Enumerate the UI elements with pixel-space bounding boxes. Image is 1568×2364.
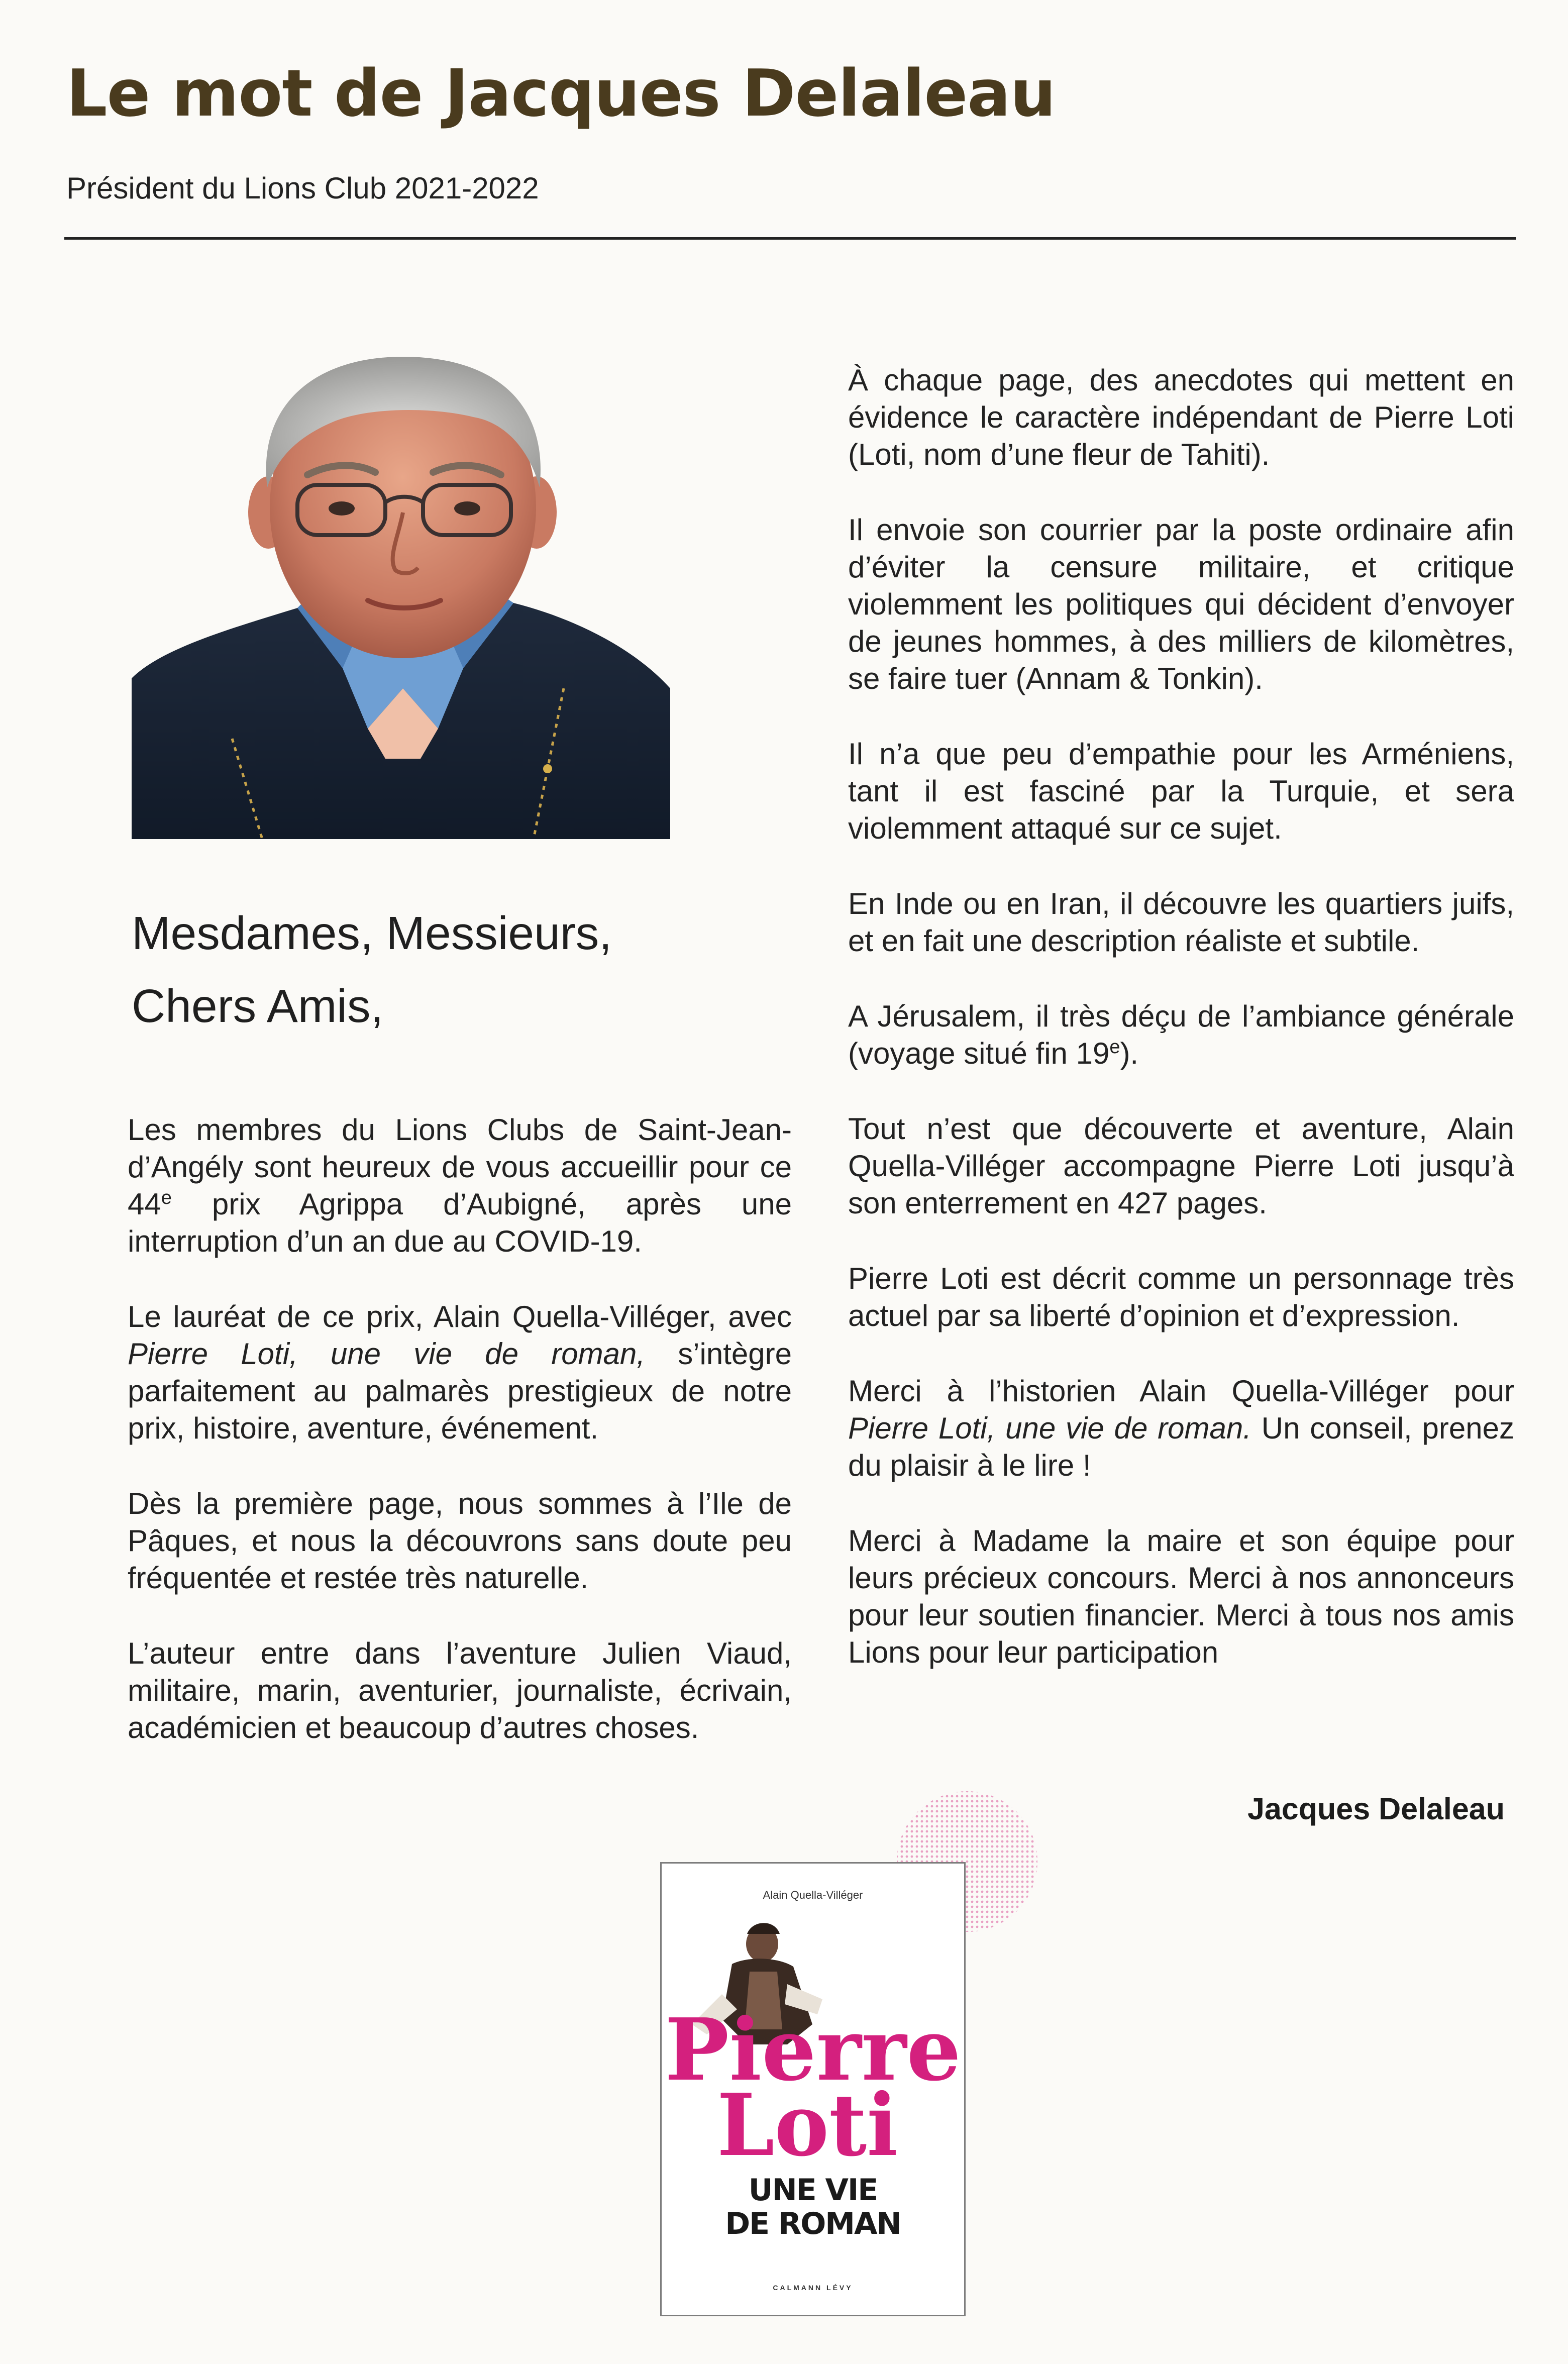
book-title-italic: Pierre Loti, une vie de roman,	[128, 1337, 645, 1371]
paragraph: À chaque page, des anecdotes qui mettent en évidence le caractère indépendant de Pierre Loti (Loti, nom d’une fleur de Tahiti).	[848, 363, 1514, 471]
greeting-line-2: Chers Amis,	[132, 980, 384, 1032]
book-title-line-1: Pierre	[665, 2000, 961, 2100]
paragraph: Dès la première page, nous sommes à l’Ile de Pâques, et nous la découvrons sans doute peu fréquentée et restée très naturelle.	[128, 1487, 792, 1595]
paragraph: Tout n’est que découverte et aventure, Alain Quella-Villéger accompagne Pierre Loti jusqu’à son enterrement en 427 pages.	[848, 1112, 1514, 1220]
book-title-italic: Pierre Loti, une vie de roman.	[848, 1411, 1251, 1445]
book-title-graphic	[662, 1864, 964, 2315]
book-subtitle-line-1: UNE VIE	[748, 2173, 878, 2208]
greeting-line-1: Mesdames, Messieurs,	[132, 907, 612, 959]
paragraph	[848, 1373, 1514, 1484]
book-publisher-logo: CALMANN LÉVY	[773, 2284, 853, 2292]
book-author: Alain Quella-Villéger	[763, 1889, 863, 1901]
page-title: Le mot de Jacques Delaleau	[66, 56, 1056, 131]
text-run: Merci à l’historien Alain Quella-Villéger pour	[848, 1374, 1514, 1408]
paragraph	[128, 1298, 792, 1447]
paragraph	[128, 1111, 792, 1260]
header-divider	[64, 237, 1516, 240]
left-column	[128, 1111, 792, 1785]
superscript: e	[161, 1187, 172, 1208]
signature: Jacques Delaleau	[1247, 1792, 1505, 1826]
paragraph: L’auteur entre dans l’aventure Julien Viaud, militaire, marin, aventurier, journaliste, écrivain, académicien et beaucoup d’autres choses.	[128, 1636, 792, 1744]
paragraph: En Inde ou en Iran, il découvre les quartiers juifs, et en fait une description réaliste et subtile.	[848, 887, 1514, 958]
text-run: ).	[1120, 1037, 1139, 1070]
superscript: e	[1109, 1037, 1120, 1058]
paragraph: Il envoie son courrier par la poste ordinaire afin d’éviter la censure militaire, et critique violemment les politiques qui décident d’envoyer de jeunes hommes, à des milliers de kilomètres, se faire tuer (Annam & Tonkin).	[848, 513, 1514, 695]
page-subtitle: Président du Lions Club 2021-2022	[66, 171, 539, 205]
text-run: s’intègre parfaitement au palmarès prestigieux de notre prix, histoire, aventure, événement.	[128, 1337, 792, 1445]
paragraph: Il n’a que peu d’empathie pour les Arméniens, tant il est fasciné par la Turquie, et sera violemment attaqué sur ce sujet.	[848, 737, 1514, 845]
text-run: A Jérusalem, il très déçu de l’ambiance générale (voyage situé fin 19	[848, 999, 1514, 1070]
paragraph: Merci à Madame la maire et son équipe pour leurs précieux concours. Merci à nos annonceurs pour leur soutien financier. Merci à tous nos amis Lions pour leur participation	[848, 1524, 1514, 1669]
text-run: Les membres du Lions Clubs de Saint-Jean-d’Angély sont heureux de vous accueillir pour ce 44	[128, 1113, 792, 1221]
book-subtitle-line-2: DE ROMAN	[725, 2206, 901, 2241]
paragraph: Pierre Loti est décrit comme un personnage très actuel par sa liberté d’opinion et d’expression.	[848, 1262, 1514, 1332]
text-run: prix Agrippa d’Aubigné, après une interruption d’un an due au COVID-19.	[128, 1187, 792, 1258]
text-run: Un conseil, prenez du plaisir à le lire !	[848, 1411, 1514, 1482]
greeting	[132, 897, 795, 1043]
book-title-line-2: Loti	[717, 2075, 898, 2176]
book-cover	[660, 1862, 966, 2316]
paragraph	[848, 998, 1514, 1072]
portrait-illustration	[132, 347, 670, 839]
text-run: Le lauréat de ce prix, Alain Quella-Villéger, avec	[128, 1300, 792, 1333]
portrait-photo	[132, 347, 670, 839]
right-column	[848, 362, 1514, 1709]
